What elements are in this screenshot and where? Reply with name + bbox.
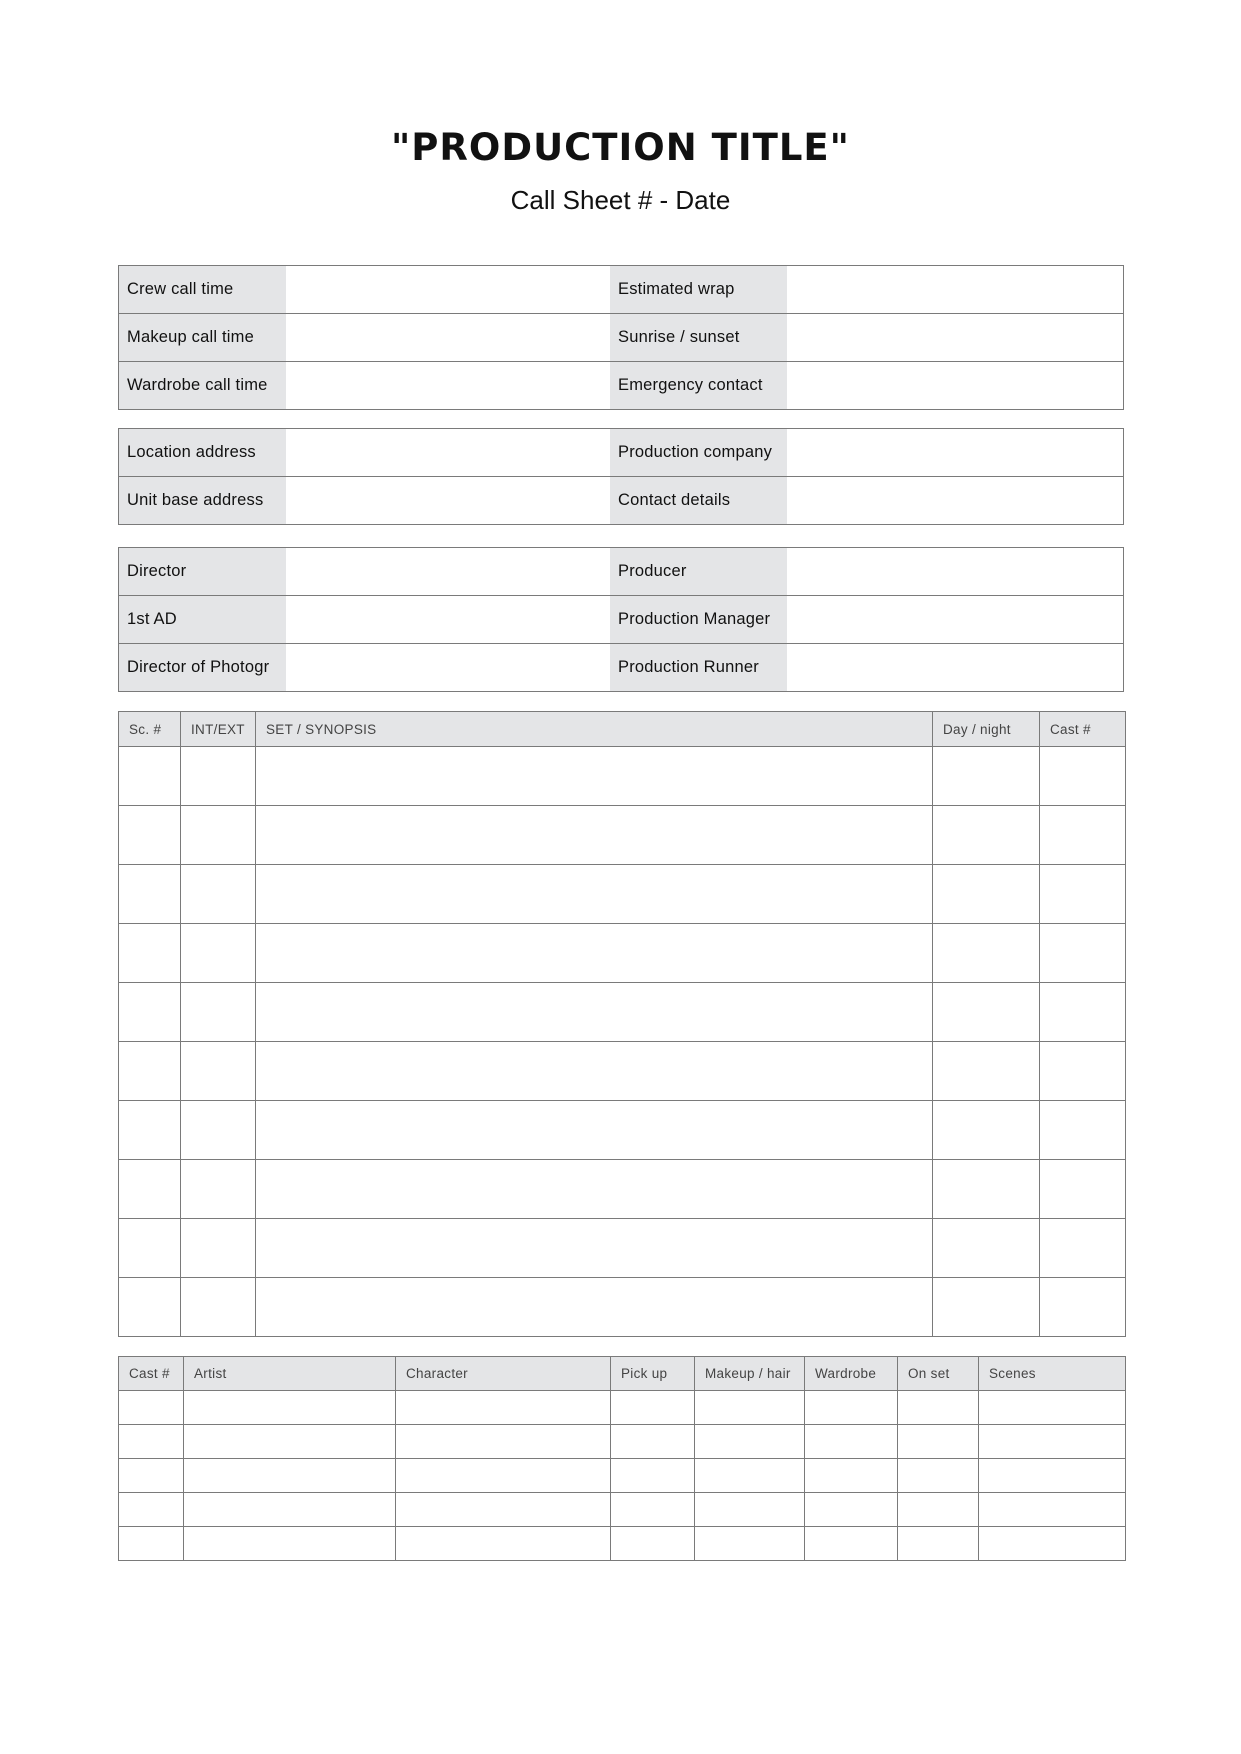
table-cell[interactable] [1040,806,1126,865]
table-cell[interactable] [119,1219,181,1278]
contact-details-label: Contact details [610,477,787,524]
cast-header-row [119,1357,1126,1391]
table-cell[interactable] [933,924,1040,983]
times-row [119,361,1123,409]
int-ext-header: INT/EXT [181,712,256,747]
table-cell[interactable] [256,1160,933,1219]
table-cell[interactable] [256,1219,933,1278]
table-cell[interactable] [695,1459,805,1493]
scenes-table [118,711,1126,1337]
table-cell[interactable] [979,1493,1126,1527]
table-cell[interactable] [119,806,181,865]
call-sheet-subtitle: Call Sheet # - Date [510,185,731,215]
table-cell[interactable] [119,1425,184,1459]
wardrobe-call-time-field[interactable] [286,362,610,409]
sunrise-sunset-field[interactable] [787,314,1123,361]
table-cell[interactable] [181,806,256,865]
director-label: Director [119,548,286,595]
table-cell[interactable] [256,806,933,865]
table-cell[interactable] [256,924,933,983]
scene-row [119,865,1126,924]
production-runner-field[interactable] [787,644,1123,691]
location-address-field[interactable] [286,429,610,476]
table-cell[interactable] [1040,983,1126,1042]
artist-header: Artist [184,1357,396,1391]
locations-row [119,476,1123,524]
table-cell[interactable] [181,1219,256,1278]
cast-number-header: Cast # [119,1357,184,1391]
table-cell[interactable] [184,1459,396,1493]
table-cell[interactable] [611,1527,695,1561]
table-cell[interactable] [805,1425,898,1459]
scene-row [119,924,1126,983]
cast-row [119,1425,1126,1459]
day-night-header: Day / night [933,712,1040,747]
table-cell[interactable] [898,1527,979,1561]
table-cell[interactable] [119,1101,181,1160]
production-manager-field[interactable] [787,596,1123,643]
table-cell[interactable] [181,1042,256,1101]
table-cell[interactable] [1040,1219,1126,1278]
set-synopsis-header: SET / SYNOPSIS [256,712,933,747]
director-of-photography-field[interactable] [286,644,610,691]
table-cell[interactable] [181,1101,256,1160]
table-cell[interactable] [119,747,181,806]
table-cell[interactable] [256,1101,933,1160]
production-runner-label: Production Runner [610,644,787,691]
cast-row [119,1459,1126,1493]
table-cell[interactable] [898,1493,979,1527]
production-title: "PRODUCTION TITLE" [391,126,850,169]
table-cell[interactable] [805,1459,898,1493]
table-cell[interactable] [695,1425,805,1459]
locations-row [119,429,1123,476]
table-cell[interactable] [898,1391,979,1425]
production-company-label: Production company [610,429,787,476]
table-cell[interactable] [1040,924,1126,983]
table-cell[interactable] [611,1459,695,1493]
crew-call-time-field[interactable] [286,266,610,313]
estimated-wrap-label: Estimated wrap [610,266,787,313]
unit-base-address-label: Unit base address [119,477,286,524]
times-row [119,313,1123,361]
scene-row [119,1042,1126,1101]
table-cell[interactable] [933,806,1040,865]
table-cell[interactable] [933,1101,1040,1160]
makeup-call-time-field[interactable] [286,314,610,361]
producer-label: Producer [610,548,787,595]
emergency-contact-label: Emergency contact [610,362,787,409]
table-cell[interactable] [396,1527,611,1561]
table-cell[interactable] [1040,865,1126,924]
scene-number-header: Sc. # [119,712,181,747]
table-cell[interactable] [181,983,256,1042]
location-address-label: Location address [119,429,286,476]
table-cell[interactable] [979,1425,1126,1459]
table-cell[interactable] [119,1459,184,1493]
table-cell[interactable] [933,1160,1040,1219]
table-cell[interactable] [979,1459,1126,1493]
makeup-hair-header: Makeup / hair [695,1357,805,1391]
table-cell[interactable] [181,1278,256,1337]
table-cell[interactable] [933,983,1040,1042]
first-ad-field[interactable] [286,596,610,643]
production-company-field[interactable] [787,429,1123,476]
table-cell[interactable] [1040,1101,1126,1160]
table-cell[interactable] [119,1391,184,1425]
emergency-contact-field[interactable] [787,362,1123,409]
table-cell[interactable] [256,983,933,1042]
contact-details-field[interactable] [787,477,1123,524]
table-cell[interactable] [119,1493,184,1527]
crew-call-time-label: Crew call time [119,266,286,313]
table-cell[interactable] [805,1527,898,1561]
table-cell[interactable] [184,1493,396,1527]
table-cell[interactable] [119,1160,181,1219]
scenes-header: Scenes [979,1357,1126,1391]
cast-row [119,1391,1126,1425]
director-of-photography-label: Director of Photogr [119,644,286,691]
scene-row [119,983,1126,1042]
table-cell[interactable] [805,1391,898,1425]
table-cell[interactable] [1040,1042,1126,1101]
table-cell[interactable] [181,747,256,806]
table-cell[interactable] [396,1493,611,1527]
table-cell[interactable] [979,1527,1126,1561]
scene-row [119,1278,1126,1337]
table-cell[interactable] [119,1042,181,1101]
table-cell[interactable] [119,983,181,1042]
table-cell[interactable] [119,1278,181,1337]
table-cell[interactable] [256,1278,933,1337]
table-cell[interactable] [611,1493,695,1527]
cast-row [119,1493,1126,1527]
table-cell[interactable] [1040,747,1126,806]
table-cell[interactable] [119,924,181,983]
table-cell[interactable] [396,1459,611,1493]
table-cell[interactable] [1040,1160,1126,1219]
table-cell[interactable] [396,1425,611,1459]
scene-row [119,747,1126,806]
table-cell[interactable] [933,1219,1040,1278]
table-cell[interactable] [119,865,181,924]
table-cell[interactable] [979,1391,1126,1425]
production-manager-label: Production Manager [610,596,787,643]
table-cell[interactable] [256,865,933,924]
table-cell[interactable] [933,1042,1040,1101]
table-cell[interactable] [898,1459,979,1493]
times-row [119,266,1123,313]
crew-row [119,548,1123,595]
table-cell[interactable] [695,1527,805,1561]
character-header: Character [396,1357,611,1391]
estimated-wrap-field[interactable] [787,266,1123,313]
table-cell[interactable] [898,1425,979,1459]
first-ad-label: 1st AD [119,596,286,643]
table-cell[interactable] [396,1391,611,1425]
crew-section [118,547,1124,692]
sunrise-sunset-label: Sunrise / sunset [610,314,787,361]
table-cell[interactable] [933,747,1040,806]
table-cell[interactable] [184,1425,396,1459]
crew-row [119,643,1123,691]
table-cell[interactable] [695,1391,805,1425]
cast-row [119,1527,1126,1561]
table-cell[interactable] [184,1527,396,1561]
table-cell[interactable] [695,1493,805,1527]
pick-up-header: Pick up [611,1357,695,1391]
scene-row [119,1219,1126,1278]
makeup-call-time-label: Makeup call time [119,314,286,361]
wardrobe-call-time-label: Wardrobe call time [119,362,286,409]
scene-row [119,1160,1126,1219]
scene-row [119,1101,1126,1160]
table-cell[interactable] [181,865,256,924]
table-cell[interactable] [184,1391,396,1425]
producer-field[interactable] [787,548,1123,595]
table-cell[interactable] [933,865,1040,924]
cast-number-header: Cast # [1040,712,1126,747]
table-cell[interactable] [119,1527,184,1561]
table-cell[interactable] [256,747,933,806]
unit-base-address-field[interactable] [286,477,610,524]
director-field[interactable] [286,548,610,595]
wardrobe-header: Wardrobe [805,1357,898,1391]
table-cell[interactable] [805,1493,898,1527]
crew-row [119,595,1123,643]
cast-table [118,1356,1126,1561]
table-cell[interactable] [611,1425,695,1459]
on-set-header: On set [898,1357,979,1391]
times-section [118,265,1124,410]
locations-section [118,428,1124,525]
scene-row [119,806,1126,865]
table-cell[interactable] [1040,1278,1126,1337]
table-cell[interactable] [181,924,256,983]
scenes-header-row [119,712,1126,747]
table-cell[interactable] [181,1160,256,1219]
table-cell[interactable] [933,1278,1040,1337]
table-cell[interactable] [611,1391,695,1425]
table-cell[interactable] [256,1042,933,1101]
